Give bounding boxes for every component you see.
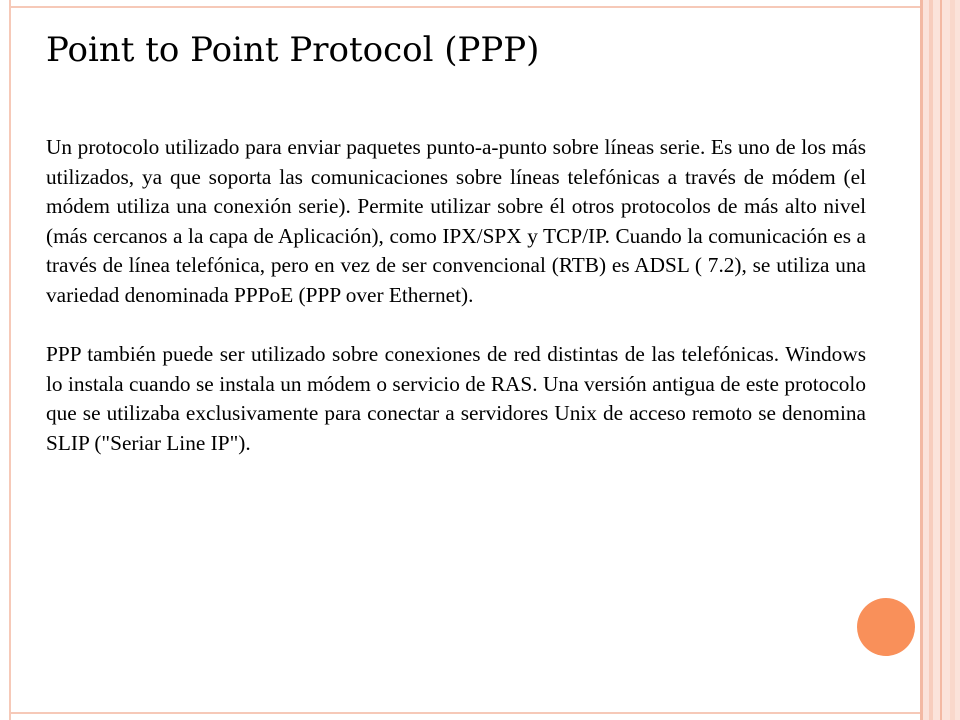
right-stripe [940,0,942,720]
decorative-orange-circle [857,598,915,656]
frame-left-line [9,0,11,720]
right-stripe [920,0,923,720]
right-stripe [950,0,955,720]
frame-top-line [9,6,921,8]
right-stripe [929,0,933,720]
body-paragraph-1: Un protocolo utilizado para enviar paquetes punto-a-punto sobre líneas serie. Es uno de los más utilizados, ya que soporta las comunicaciones sobre líneas telefónicas a través de módem (el módem utiliza una conexión serie). Permite utilizar sobre él otros protocolos de más alto nivel (más cercanos a la capa de Aplicación), como IPX/SPX y TCP/IP. Cuando la comunicación es a través de línea telefónica, pero en vez de ser convencional (RTB) es ADSL ( 7.2), se utiliza una variedad denominada PPPoE (PPP over Ethernet). [46,135,866,307]
body-paragraph-2: PPP también puede ser utilizado sobre conexiones de red distintas de las telefónicas. Windows lo instala cuando se instala un módem o servicio de RAS. Una versión antigua de este protocolo que se utilizaba exclusivamente para conectar a servidores Unix de acceso remoto se denomina SLIP ("Seriar Line IP"). [46,342,866,455]
slide-body [46,133,866,488]
frame-bottom-line [9,712,921,714]
slide-title: Point to Point Protocol (PPP) [46,30,540,70]
